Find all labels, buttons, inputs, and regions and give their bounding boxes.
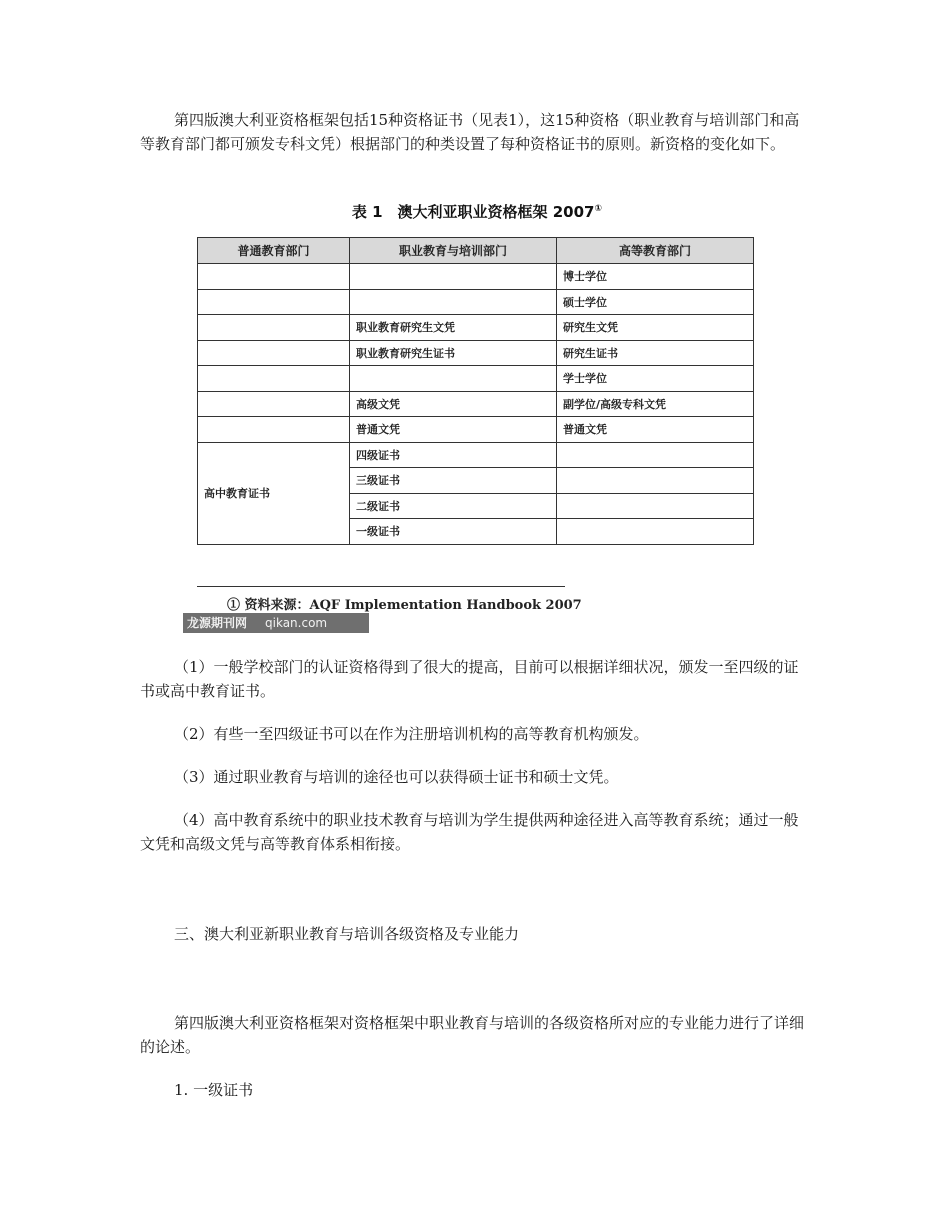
cell-general: [198, 366, 350, 392]
cell-vet: 高级文凭: [350, 391, 557, 417]
col-header-vet: 职业教育与培训部门: [350, 238, 557, 264]
figure-title-note: ①: [594, 204, 603, 214]
cell-higher: 研究生文凭: [557, 315, 754, 341]
table-row: [198, 315, 754, 341]
cell-higher: 硕士学位: [557, 289, 754, 315]
cell-higher: [557, 519, 754, 545]
cell-vet: [350, 366, 557, 392]
table-row: [198, 289, 754, 315]
cell-general: [198, 417, 350, 443]
section-paragraph: 第四版澳大利亚资格框架对资格框架中职业教育与培训的各级资格所对应的专业能力进行了详细的论述。: [140, 1014, 805, 1056]
point-3: （3）通过职业教育与培训的途径也可以获得硕士证书和硕士文凭。: [174, 768, 619, 786]
source-watermark: [183, 613, 369, 633]
cell-general: [198, 391, 350, 417]
cell-general: [198, 315, 350, 341]
figure-footnote: ① 资料来源：AQF Implementation Handbook 2007: [227, 598, 582, 613]
watermark-name: 龙源期刊网: [187, 616, 248, 630]
table-row: [198, 366, 754, 392]
cell-vet: [350, 289, 557, 315]
cell-general: [198, 289, 350, 315]
cell-general: [198, 340, 350, 366]
figure-title: 表 1 澳大利亚职业资格框架 2007①: [351, 203, 603, 221]
table-row: [198, 340, 754, 366]
cell-higher: 普通文凭: [557, 417, 754, 443]
footnote-rule: [197, 586, 565, 587]
table-row: [198, 442, 754, 468]
cell-higher: 博士学位: [557, 264, 754, 290]
cell-higher: 副学位/高级专科文凭: [557, 391, 754, 417]
aqf-table: [197, 237, 754, 545]
cell-vet: [350, 264, 557, 290]
cell-vet: 普通文凭: [350, 417, 557, 443]
table-row: [198, 391, 754, 417]
watermark-site: qikan.com: [265, 616, 328, 630]
cell-higher: 学士学位: [557, 366, 754, 392]
table-header-row: [198, 238, 754, 264]
subheading-level1: 1. 一级证书: [174, 1081, 254, 1099]
table-row: [198, 264, 754, 290]
cell-higher: [557, 468, 754, 494]
cell-higher: 研究生证书: [557, 340, 754, 366]
cell-general-merged: 高中教育证书: [198, 442, 350, 544]
cell-vet: 职业教育研究生证书: [350, 340, 557, 366]
point-2: （2）有些一至四级证书可以在作为注册培训机构的高等教育机构颁发。: [174, 725, 649, 743]
aqf-figure: [182, 195, 772, 635]
col-header-general: 普通教育部门: [198, 238, 350, 264]
col-header-higher: 高等教育部门: [557, 238, 754, 264]
table-row: [198, 417, 754, 443]
cell-vet: 四级证书: [350, 442, 557, 468]
point-1: （1）一般学校部门的认证资格得到了很大的提高，目前可以根据详细状况，颁发一至四级的证书或高中教育证书。: [140, 658, 799, 700]
section-heading: 三、澳大利亚新职业教育与培训各级资格及专业能力: [174, 925, 520, 943]
intro-paragraph: 第四版澳大利亚资格框架包括15种资格证书（见表1），这15种资格（职业教育与培训部门和高等教育部门都可颁发专科文凭）根据部门的种类设置了每种资格证书的原则。新资格的变化如下。: [140, 111, 800, 153]
cell-vet: 三级证书: [350, 468, 557, 494]
cell-general: [198, 264, 350, 290]
point-4: （4）高中教育系统中的职业技术教育与培训为学生提供两种途径进入高等教育系统；通过一般文凭和高级文凭与高等教育体系相衔接。: [140, 811, 799, 853]
cell-vet: 职业教育研究生文凭: [350, 315, 557, 341]
cell-vet: 一级证书: [350, 519, 557, 545]
cell-vet: 二级证书: [350, 493, 557, 519]
cell-higher: [557, 442, 754, 468]
cell-higher: [557, 493, 754, 519]
